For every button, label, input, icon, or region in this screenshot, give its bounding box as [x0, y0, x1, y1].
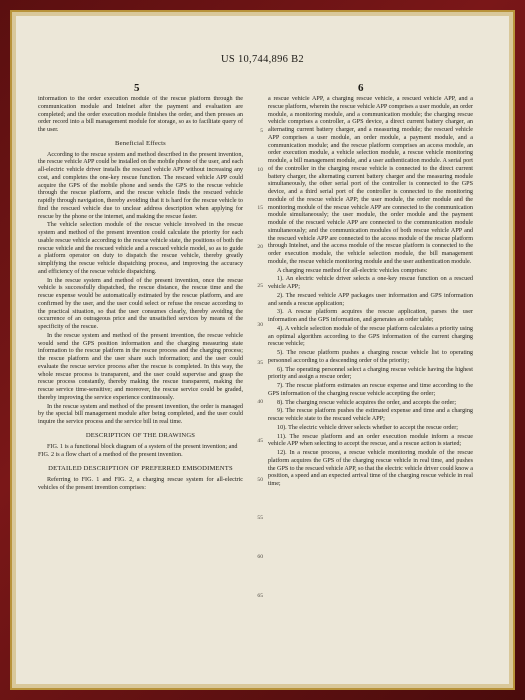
line-number: 65	[257, 592, 263, 599]
line-number: 20	[257, 244, 263, 250]
column-number-right: 6	[358, 82, 364, 94]
paragraph: In the rescue system and method of the present invention, the rescue vehicle would send the GPS position information and the charging measuring state information to the rescue platform in the rescue process and the charging process; the rescue platform and the user share such information; and the user could evaluate the rescue service process after the rescue is completed. In this way, the whole rescue process is transparent, and the user could supervise and grasp the rescue process constantly, thereby making the rescue transparent, making the rescue service time-sensitive; and moreover, the rescue service could be graded, thereby improving the service experience continuously.	[38, 332, 243, 401]
left-column	[38, 96, 243, 678]
paragraph: 2). The rescued vehicle APP packages user information and GPS information and sends a rescue application;	[268, 292, 473, 307]
paragraph: 6). The operating personnel select a charging rescue vehicle having the highest priority and assign a rescue order;	[268, 366, 473, 381]
line-number: 5	[260, 127, 263, 134]
paragraph: 8). The charging rescue vehicle acquires the order, and accepts the order;	[277, 399, 457, 406]
line-number: 35	[257, 360, 263, 367]
paragraph: Referring to FIG. 1 and FIG. 2, a charging rescue system for all-electric vehicles of the present invention comprises:	[38, 476, 243, 491]
paragraph: In the rescue system and method of the present invention, the order is managed by the special bill management module after being completed, and the user could inquire the service process and the service bill in real time.	[38, 403, 243, 425]
patent-number: US 10,744,896 B2	[221, 54, 304, 65]
paragraph: 9). The rescue platform pushes the estimated expense and time and a charging rescue vehicle state to the rescued vehicle APP;	[268, 408, 473, 422]
paragraph: 1). An electric vehicle driver selects a one-key rescue function on a rescued vehicle APP;	[268, 276, 473, 290]
column-number-left: 5	[134, 82, 140, 94]
paragraph: According to the rescue system and method described in the present invention, the rescue vehicle APP could be installed on the mobile phone of the user, and each all-electric vehicle driver installs the rescued vehicle APP without increasing any cost, and completes the one-key rescue function. The rescued vehicle APP could acquire the GPS of the mobile phone and sends the GPS to the rescue vehicle through the rescue platform, and the rescue vehicle finds the rescued vehicle rapidly through navigation, thereby avoiding that it is hard for the rescue vehicle to find the rescued vehicle due to unclear address description when applying for rescue by the phone or the internet, and making the rescue faster.	[38, 151, 243, 220]
line-number: 30	[257, 321, 263, 328]
paragraph: FIG. 2 is a flow chart of a method of the present invention.	[38, 452, 183, 459]
patent-page	[16, 16, 509, 684]
paragraph: 10). The electric vehicle driver selects whether to accept the rescue order;	[277, 424, 458, 431]
paragraph: information to the order execution module of the rescue platform through the communication module and Intelnet after the payment and evaluation are completed; and the order execution module finishes the order, and then presses an order record into a bill management module for storage, so as to facilitate query of the user.	[38, 96, 243, 133]
line-number: 10	[257, 166, 263, 173]
line-number: 40	[257, 399, 263, 405]
line-number: 25	[257, 282, 263, 289]
paragraph: 7). The rescue platform estimates an rescue expense and time according to the GPS information of the charging rescue vehicle accepting the order;	[268, 383, 473, 397]
paragraph: a rescue vehicle APP, a charging rescue vehicle, a rescued vehicle APP, and a rescue platform, wherein the rescue vehicle APP comprises a user module, an order module, a monitoring module, and a communication module; the charging rescue vehicle comprises a controller, a GPS device, a direct current battery charger, an alternating current battery charger, and a measuring module; the rescued vehicle APP comprises a user module, an order module, a payment module, and a communication module; and the rescue platform comprises an access module, an order execution module, a vehicle selection module, a rescue vehicle monitoring module, a bill management module, and a user authentication module. A serial port of the controller in the charging rescue vehicle is connected to the direct current battery charger, the alternating current battery charger and the measuring module simultaneously, the other serial port of the controller is connected to the GPS device, and a third serial port of the controller is connected to the monitoring module of the rescue vehicle APP; the user module, the order module and the monitoring module of the rescue vehicle APP are connected to the communication module simultaneously; the user module, the order module and the payment module of the rescued vehicle APP are connected to the communication module simultaneously; and the communication modules of both rescue vehicle APP and the rescued vehicle APP are connected to the access module of the rescue platform through Intelnet, and the access module of the rescue platform is connected to the order execution module, the vehicle selection module, the bill management module, the rescue vehicle monitoring module and the user authentication module.	[268, 96, 473, 265]
paragraph: 4). A vehicle selection module of the rescue platform calculates a priority using an optimal algorithm according to the GPS information of the current charging rescue vehicle;	[268, 325, 473, 348]
paragraph: A charging rescue method for all-electric vehicles comprises:	[277, 267, 428, 274]
right-column	[268, 96, 473, 678]
paragraph: 12). In a rescue process, a rescue vehicle monitoring module of the rescue platform acquires the GPS of the charging rescue vehicle in real time, and pushes the GPS to the rescued vehicle APP, so that the electric vehicle driver could know a position, a speed and an expected arrival time of the charging rescue vehicle in real time;	[268, 450, 473, 487]
paragraph: In the rescue system and method of the present invention, once the rescue vehicle is successfully dispatched, the rescue distance, the rescue time and the rescue expense would be automatically estimated by the rescue platform, and are confirmed by the user, and the user could select or refuse the rescue according to the practical situation, so that the user consumes clearly, thereby avoiding the occurrence of an outrageous price and the unsatisfied services by means of the specificity of the rescue.	[38, 277, 243, 330]
section-heading: DESCRIPTION OF THE DRAWINGS	[85, 431, 196, 439]
line-number: 60	[257, 554, 263, 560]
section-heading: Beneficial Effects	[115, 139, 166, 147]
paragraph: 11). The rescue platform and an order execution module inform a rescue vehicle APP when selecting to accept the rescue, and a rescue action is started;	[268, 433, 473, 448]
line-number: 55	[257, 515, 263, 522]
paragraph: 5). The rescue platform pushes a charging rescue vehicle list to operating personnel according to a descending order of the priority;	[268, 350, 473, 364]
paragraph: FIG. 1 is a functional block diagram of a system of the present invention; and	[47, 443, 238, 450]
line-number: 45	[257, 437, 263, 444]
paragraph: 3). A rescue platform acquires the rescue application, parses the user information and the GPS information, and generates an order table;	[268, 309, 473, 323]
line-number: 15	[257, 205, 263, 212]
section-heading: DETAILED DESCRIPTION OF PREFERRED EMBODIMENTS	[48, 465, 233, 472]
line-number: 50	[257, 476, 263, 483]
paragraph: The vehicle selection module of the rescue vehicle involved in the rescue system and method of the present invention could calculate the priority for each usable rescue vehicle according to the rescue vehicle state, the positions of both the rescue vehicle and the rescued vehicle and a rescued vehicle model, so as to guide a platform operator on duty to dispatch the rescue vehicle, thereby greatly simplifying the rescue vehicle dispatching process, and improving the accuracy and efficiency of the rescue vehicle dispatching.	[38, 222, 243, 275]
